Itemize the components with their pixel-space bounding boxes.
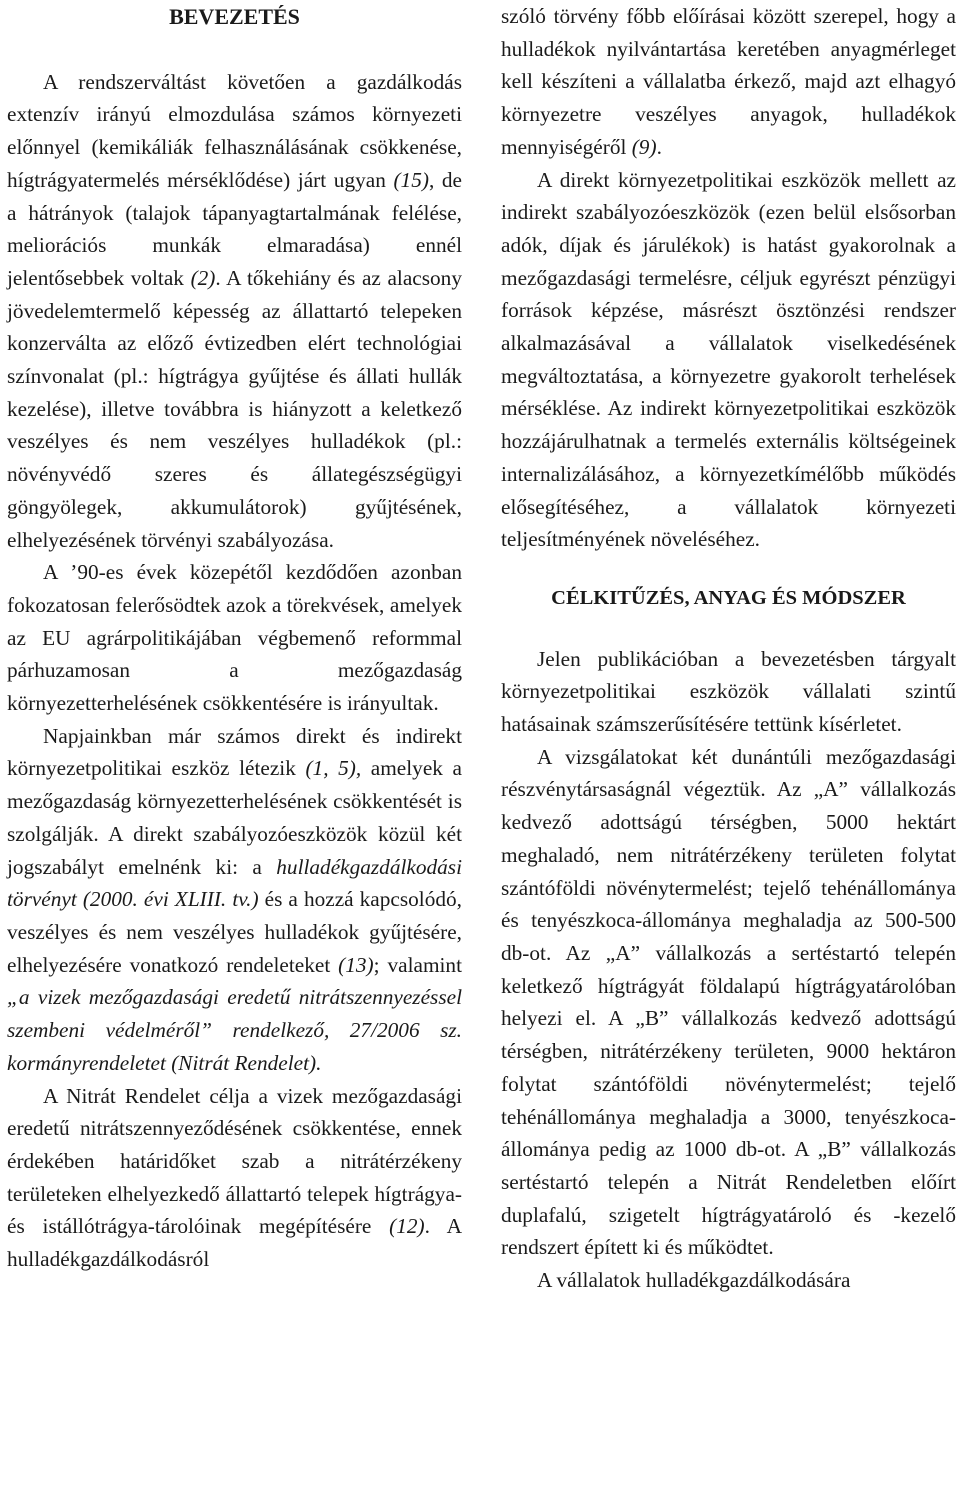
paragraph [7, 1080, 462, 1276]
paragraph [501, 1264, 956, 1297]
italic-run: (13) [338, 952, 374, 977]
text-run: , de a hátrányok (talajok tápanyagtartalmának felélése, meliorációs munkák elmaradása) ennél jelentősebbek voltak [7, 167, 462, 290]
paragraph [501, 741, 956, 1264]
paragraph [7, 66, 462, 557]
right-column [501, 0, 956, 1297]
italic-run: „a vizek mezőgazdasági eredetű nitrátszennyezéssel szembeni védelméről” rendelkező, 27/2006 sz. kormányrendeletet (Nitrát Rendelet). [7, 985, 462, 1075]
paragraph [501, 643, 956, 741]
section-heading-introduction: BEVEZETÉS [169, 4, 300, 29]
text-run: amelyek a mezőgazdaság környezetterhelésének csökkentését is szolgálják. A direkt szabályozóeszközök közül két jogszabályt emelnénk ki: a [7, 756, 462, 879]
paragraph [7, 556, 462, 720]
italic-run: (12) [389, 1214, 425, 1239]
text-run: szóló törvény főbb előírásai között szerepel, hogy a hulladékok nyilvántartása keretében anyagmérleget kell készíteni a vállalatba érkező, majd azt elhagyó környezetre veszélyes anyagok, hulladékok mennyiségéről [501, 4, 956, 159]
italic-run: (2) [190, 265, 216, 290]
left-column [7, 0, 462, 1276]
text-run: . A tőkehiány és az alacsony jövedelemtermelő képesség az állattartó telepeken konzerválta az előző évtizedben elért technológiai színvonalat (pl.: hígtrágya gyűjtése és állati hullák kezelése), illetve továbbra is hiányzott a keletkező veszélyes és nem veszélyes hulladékok (pl.: növényvédő szeres és állategészségügyi göngyölegek, akkumulátorok) gyűjtésének, elhelyezésének törvényi szabályozása. [7, 265, 462, 552]
text-run: A ’90-es évek közepétől kezdődően azonban fokozatosan felerősödtek azok a törekvések, amelyek az EU agrárpolitikájában végbemenő reformmal párhuzamosan a mezőgazdaság környezetterhelésének csökkentésére is irányultak. [7, 560, 462, 716]
section-heading-objectives-methods: CÉLKITŰZÉS, ANYAG ÉS MÓDSZER [551, 586, 906, 609]
italic-run: hulladékgazdálkodási törvényt (2000. évi XLIII. tv.) [7, 854, 462, 912]
italic-run: (9) [631, 134, 657, 159]
text-run: . A hulladékgazdálkodásról [7, 1214, 462, 1272]
text-run: A direkt környezetpolitikai eszközök mellett az indirekt szabályozóeszközök (ezen belül elsősorban adók, díjak és járulékok) is hatást gyakorolnak a mezőgazdasági termelésre, céljuk egyrészt pénzügyi források képzése, másrészt ösztönzési rendszer alkalmazásával a vállalatok viselkedésének megváltoztatása, a környezetre gyakorolt terhelések mérséklése. Az indirekt környezetpolitikai eszközök hozzájárulhatnak a termelés externális költségeinek internalizálásához, a környezetkímélőbb működés elősegítéséhez, a vállalatok környezeti teljesítményének növeléséhez. [501, 167, 956, 552]
text-run: . [656, 134, 662, 159]
text-run: és a hozzá kapcsolódó, veszélyes és nem veszélyes hulladékok gyűjtésére, elhelyezésére vonatkozó rendeleteket [7, 887, 462, 977]
italic-run: (15) [393, 167, 429, 192]
text-run: A vállalatok hulladékgazdálkodására [537, 1268, 851, 1293]
paragraph-continued [501, 0, 956, 164]
italic-run: (1, 5), [305, 756, 362, 781]
text-run: Jelen publikációban a bevezetésben tárgyalt környezetpolitikai eszközök vállalati szintű hatásainak számszerűsítésére tettünk kísérletet. [501, 646, 956, 737]
text-run: Napjainkban már számos direkt és indirekt környezetpolitikai eszköz létezik [7, 723, 462, 781]
text-run: A vizsgálatokat két dunántúli mezőgazdasági részvénytársaságnál végeztük. Az „A” vállalkozás kedvező adottságú térségben, 5000 hektárt meghaladó, nem nitrátérzékeny területen folytat szántóföldi növénytermelést; tejelő tehénállománya és tenyészkoca-állománya meghaladja az 500-500 db-ot. Az „A” vállalkozás a sertéstartó telepén keletkező hígtrágyát földalapú hígtrágyatárolóban helyezi el. A „B” vállalkozás kedvező adottságú térségben, nitrátérzékeny területen, 9000 hektáron folytat szántóföldi növénytermelést; tejelő tehénállománya meghaladja a 3000, tenyészkoca-állománya pedig az 1000 db-ot. A „B” vállalkozás sertéstartó telepén a Nitrát Rendeletben előírt duplafalú, szigetelt hígtrágyatároló és -kezelő rendszert épített ki és működtet. [501, 744, 956, 1260]
paragraph [7, 720, 462, 1080]
text-run: ; valamint [373, 952, 462, 977]
paragraph [501, 164, 956, 556]
text-run: A Nitrát Rendelet célja a vizek mezőgazdasági eredetű nitrátszennyeződésének csökkentése, ennek érdekében határidőket szab a nitrátérzékeny területeken elhelyezkedő állattartó telepek hígtrágya- és istállótrágya-tárolóinak megépítésére [7, 1083, 462, 1239]
text-run: A rendszerváltást követően a gazdálkodás extenzív irányú elmozdulása számos környezeti előnnyel (kemikáliák felhasználásának csökkenése, hígtrágyatermelés mérséklődése) járt ugyan [7, 69, 462, 192]
